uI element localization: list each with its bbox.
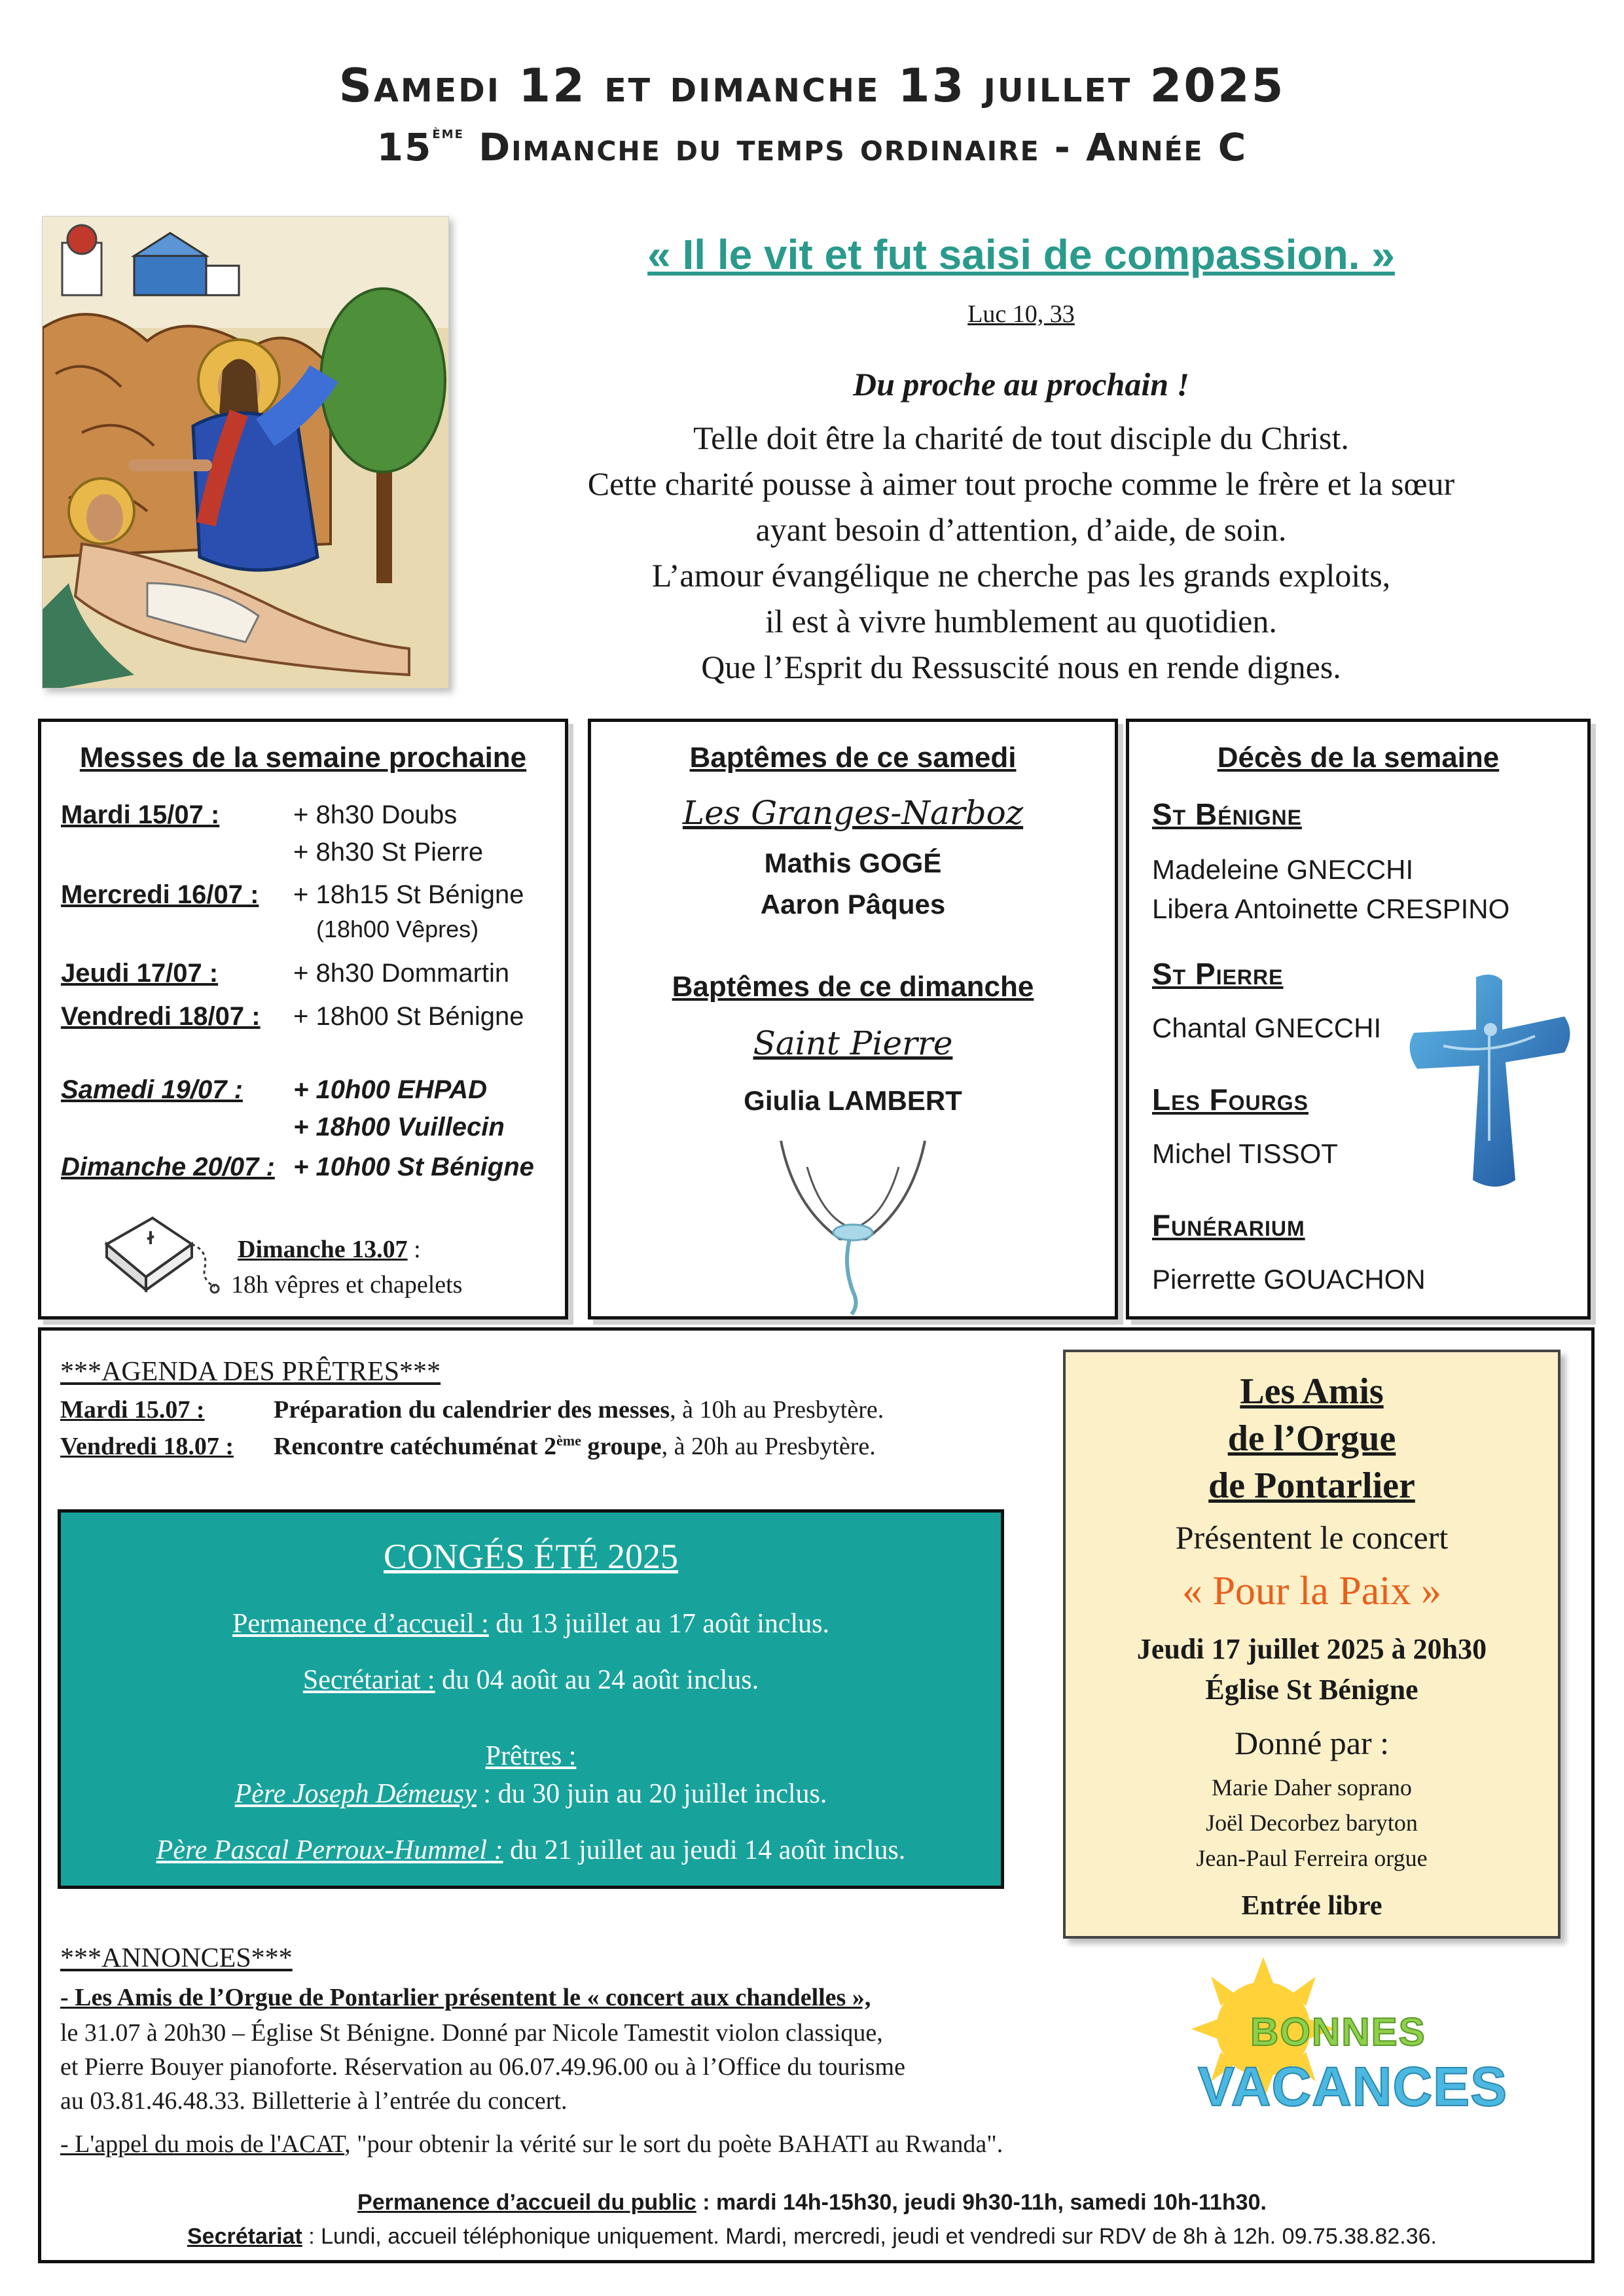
mass-time: + 8h30 Dommartin [293, 959, 510, 988]
reflection-title: Du proche au prochain ! [853, 366, 1189, 403]
announcement-acat-text: , "pour obtenir la vérité sur le sort du poète BAHATI au Rwanda". [344, 2130, 1003, 2158]
agenda-day: Vendredi 18.07 : [60, 1433, 234, 1460]
conges-text: du 21 juillet au jeudi 14 août inclus. [503, 1835, 906, 1865]
reflection-line: Que l’Esprit du Ressuscité nous en rende dignes. [701, 649, 1341, 685]
subtitle-number: 15 [376, 125, 433, 170]
announcements-title: ***ANNONCES*** [60, 1943, 293, 1973]
agenda-day: Mardi 15.07 : [60, 1396, 205, 1424]
agenda-event: Préparation du calendrier des messes [274, 1396, 670, 1424]
baptism-name: Mathis GOGÉ [764, 848, 942, 878]
mass-time: + 10h00 St Bénigne [293, 1153, 534, 1181]
page-subtitle [0, 123, 1624, 170]
prayer-book-icon [94, 1205, 225, 1303]
vacances-word: VACANCES [1198, 2056, 1508, 2117]
good-samaritan-icon-image [42, 216, 449, 689]
death-person: Michel TISSOT [1152, 1138, 1338, 1169]
announcement-heading: - Les Amis de l’Orgue de Pontarlier présentent le « concert aux chandelles », [60, 1984, 871, 2011]
announcement-line: au 03.81.46.48.33. Billetterie à l’entrée du concert. [60, 2087, 568, 2115]
conges-label: Père Pascal Perroux-Hummel : [156, 1835, 503, 1865]
mass-day: Samedi 19/07 : [61, 1075, 243, 1104]
conges-text: : du 30 juin au 20 juillet inclus. [476, 1779, 827, 1809]
baptisms-sun-place: Saint Pierre [753, 1024, 953, 1062]
conges-line [61, 1608, 1001, 1640]
conges-text: du 13 juillet au 17 août inclus. [488, 1609, 830, 1639]
concert-performer: Marie Daher soprano [1212, 1774, 1412, 1801]
concert-performer: Joël Decorbez baryton [1206, 1810, 1418, 1836]
page-title: Samedi 12 et dimanche 13 juillet 2025 [338, 59, 1286, 113]
mass-day: Dimanche 20/07 : [61, 1153, 275, 1181]
baptisms-sat-place: Les Granges-Narboz [682, 794, 1024, 832]
masses-title: Messes de la semaine prochaine [79, 742, 527, 774]
bonnes-word: BONNES [1250, 2010, 1426, 2054]
mass-time: + 8h30 St Pierre [293, 838, 484, 867]
announcement-acat [60, 2130, 1003, 2159]
masses-box [38, 719, 568, 1319]
subtitle-sup: ème [432, 123, 464, 143]
mass-day: Vendredi 18/07 : [61, 1002, 261, 1031]
sunday-note [238, 1235, 421, 1264]
concert-org: Les Amis [1240, 1371, 1384, 1412]
conges-label: Permanence d’accueil : [232, 1609, 489, 1639]
mass-day: Mercredi 16/07 : [61, 880, 259, 909]
footer-line [0, 2224, 1624, 2250]
mass-time: + 10h00 EHPAD [293, 1075, 488, 1104]
gospel-quote: « Il le vit et fut saisi de compassion. » [647, 231, 1395, 278]
concert-given: Donné par : [1234, 1725, 1390, 1761]
cross-icon [1404, 971, 1574, 1193]
concert-org: de l’Orgue [1227, 1418, 1396, 1459]
gospel-reference: Luc 10, 33 [967, 300, 1075, 328]
baptism-hands-icon [768, 1128, 938, 1318]
subtitle-rest: Dimanche du temps ordinaire - Année C [463, 125, 1248, 170]
conges-line [61, 1835, 1001, 1866]
conges-line [61, 1778, 1001, 1810]
agenda-row [60, 1395, 205, 1424]
reflection-line: ayant besoin d’attention, d’aide, de soin. [755, 511, 1287, 548]
conges-text: du 04 août au 24 août inclus. [435, 1665, 759, 1695]
deaths-box [1126, 719, 1591, 1319]
bonnes-vacances-graphic [1172, 1957, 1538, 2121]
announcement-line: le 31.07 à 20h30 – Église St Bénigne. Donné par Nicole Tamestit violon classique, [60, 2019, 883, 2047]
conges-priests-label: Prêtres : [485, 1741, 577, 1771]
sunday-note-colon: : [407, 1236, 421, 1263]
death-parish: Les Fourgs [1152, 1083, 1309, 1117]
concert-performer: Jean-Paul Ferreira orgue [1196, 1845, 1428, 1871]
concert-date: Jeudi 17 juillet 2025 à 20h30 [1136, 1633, 1487, 1665]
mass-time: + 8h30 Doubs [293, 800, 458, 829]
agenda-event-2: groupe [581, 1433, 662, 1460]
conges-title: CONGÉS ÉTÉ 2025 [384, 1537, 678, 1576]
agenda-row-text [274, 1395, 884, 1424]
reflection-line: Cette charité pousse à aimer tout proche comme le frère et la sœur [587, 465, 1455, 502]
mass-time: + 18h00 St Bénigne [293, 1002, 524, 1031]
mass-day: Mardi 15/07 : [61, 800, 220, 829]
footer-line [0, 2190, 1624, 2215]
concert-box [1063, 1350, 1561, 1939]
agenda-title: ***AGENDA DES PRÊTRES*** [60, 1357, 441, 1387]
conges-line [61, 1664, 1001, 1696]
concert-present: Présentent le concert [1175, 1519, 1449, 1556]
summer-leave-box [58, 1509, 1004, 1889]
concert-name: « Pour la Paix » [1182, 1569, 1442, 1613]
footer-text: : mardi 14h-15h30, jeudi 9h30-11h, samedi 10h-11h30. [696, 2190, 1267, 2215]
agenda-row [60, 1432, 234, 1461]
conges-label: Père Joseph Démeusy [234, 1779, 477, 1809]
agenda-event: Rencontre catéchuménat 2 [274, 1433, 556, 1460]
baptism-name: Aaron Pâques [760, 889, 946, 920]
sunday-note-text: 18h vêpres et chapelets [231, 1271, 463, 1299]
agenda-sup: ème [556, 1432, 581, 1449]
conges-label: Secrétariat : [302, 1665, 435, 1695]
death-person: Pierrette GOUACHON [1152, 1264, 1426, 1295]
mass-day: Jeudi 17/07 : [61, 959, 219, 988]
death-person: Libera Antoinette CRESPINO [1152, 893, 1510, 924]
concert-entry: Entrée libre [1241, 1891, 1382, 1921]
agenda-detail: , à 10h au Presbytère. [670, 1396, 884, 1424]
deaths-title: Décès de la semaine [1217, 742, 1500, 774]
footer-label: Secrétariat [187, 2224, 302, 2249]
agenda-row-text [274, 1432, 876, 1461]
reflection-line: il est à vivre humblement au quotidien. [765, 603, 1277, 639]
reflection-line: L’amour évangélique ne cherche pas les grands exploits, [651, 557, 1391, 594]
announcement-acat-title: - L'appel du mois de l'ACAT [60, 2130, 345, 2158]
death-parish: St Pierre [1152, 957, 1284, 991]
agenda-detail: , à 20h au Presbytère. [661, 1433, 876, 1460]
concert-org: de Pontarlier [1208, 1465, 1415, 1506]
mass-time: + 18h00 Vuillecin [293, 1113, 505, 1141]
death-parish: St Bénigne [1152, 797, 1302, 831]
baptism-name: Giulia LAMBERT [744, 1085, 962, 1116]
mass-note: (18h00 Vêpres) [316, 916, 479, 942]
footer-label: Permanence d’accueil du public [357, 2190, 696, 2215]
announcement-line: et Pierre Bouyer pianoforte. Réservation au 06.07.49.96.00 ou à l’Office du tourisme [60, 2053, 905, 2081]
death-person: Chantal GNECCHI [1152, 1013, 1382, 1043]
baptisms-box [588, 719, 1118, 1319]
mass-time: + 18h15 St Bénigne [293, 880, 524, 909]
death-person: Madeleine GNECCHI [1152, 854, 1414, 885]
footer-text: : Lundi, accueil téléphonique uniquement. Mardi, mercredi, jeudi et vendredi sur RDV de 8h à 12h. 09.75.38.82.36. [302, 2224, 1437, 2249]
concert-place: Église St Bénigne [1205, 1674, 1418, 1706]
death-parish: Funérarium [1152, 1208, 1305, 1242]
baptisms-sun-title: Baptêmes de ce dimanche [672, 971, 1034, 1003]
reflection-line: Telle doit être la charité de tout disciple du Christ. [693, 420, 1349, 456]
baptisms-sat-title: Baptêmes de ce samedi [689, 742, 1017, 774]
sunday-note-title: Dimanche 13.07 [238, 1236, 408, 1263]
